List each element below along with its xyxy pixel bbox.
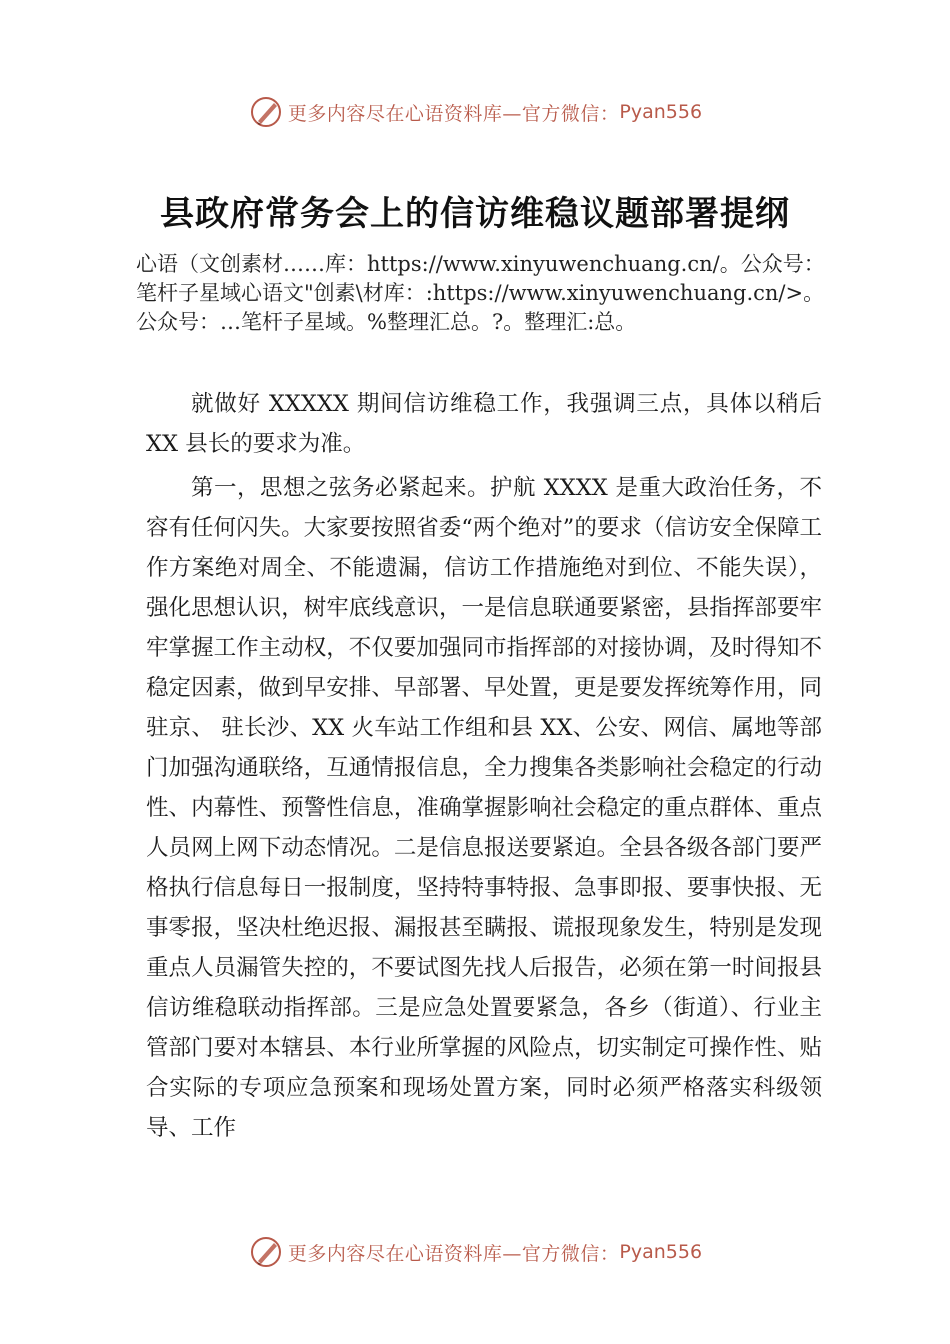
source-note: 心语（文创素材……库：https://www.xinyuwenchuang.cn/。公众号：笔杆子星域心语文"创素\材库：:https://www.xinyuwenchuang.cn/>。公众号：…笔杆子星域。%整理汇总。?。整理汇:总。	[136, 252, 825, 334]
header-banner	[0, 92, 950, 132]
paragraph: 就做好 XXXXX 期间信访维稳工作，我强调三点，具体以稍后 XX 县长的要求为准。	[146, 391, 822, 457]
pen-logo-icon	[248, 94, 284, 130]
document-title: 县政府常务会上的信访维稳议题部署提纲	[160, 194, 790, 234]
footer-banner	[0, 1232, 950, 1272]
document-body	[146, 384, 822, 1152]
paragraph: 第一，思想之弦务必紧起来。护航 XXXX 是重大政治任务，不容有任何闪失。大家要按照省委“两个绝对”的要求（信访安全保障工作方案绝对周全、不能遗漏，信访工作措施绝对到位、不能失误），强化思想认识，树牢底线意识，一是信息联通要紧密，县指挥部要牢牢掌握工作主动权，不仅要加强同市指挥部的对接协调，及时得知不稳定因素，做到早安排、早部署、早处置，更是要发挥统筹作用，同驻京、 驻长沙、XX 火车站工作组和县 XX、公安、网信、属地等部门加强沟通联络，互通情报信息，全力搜集各类影响社会稳定的行动性、内幕性、预警性信息，准确掌握影响社会稳定的重点群体、重点人员网上网下动态情况。二是信息报送要紧迫。全县各级各部门要严格执行信息每日一报制度，坚持特事特报、急事即报、要事快报、无事零报，坚决杜绝迟报、漏报甚至瞒报、谎报现象发生，特别是发现重点人员漏管失控的，不要试图先找人后报告，必须在第一时间报县信访维稳联动指挥部。三是应急处置要紧急，各乡（街道）、行业主管部门要对本辖县、本行业所掌握的风险点，切实制定可操作性、贴合实际的专项应急预案和现场处置方案，同时必须严格落实科级领导、工作	[146, 475, 822, 1141]
header-banner-text: 更多内容尽在心语资料库—官方微信：	[287, 102, 620, 125]
footer-banner-text: 更多内容尽在心语资料库—官方微信：	[287, 1242, 620, 1265]
pen-logo-icon	[248, 1234, 284, 1270]
footer-banner-id: Pyan556	[619, 1241, 703, 1263]
header-banner-id: Pyan556	[619, 101, 703, 123]
